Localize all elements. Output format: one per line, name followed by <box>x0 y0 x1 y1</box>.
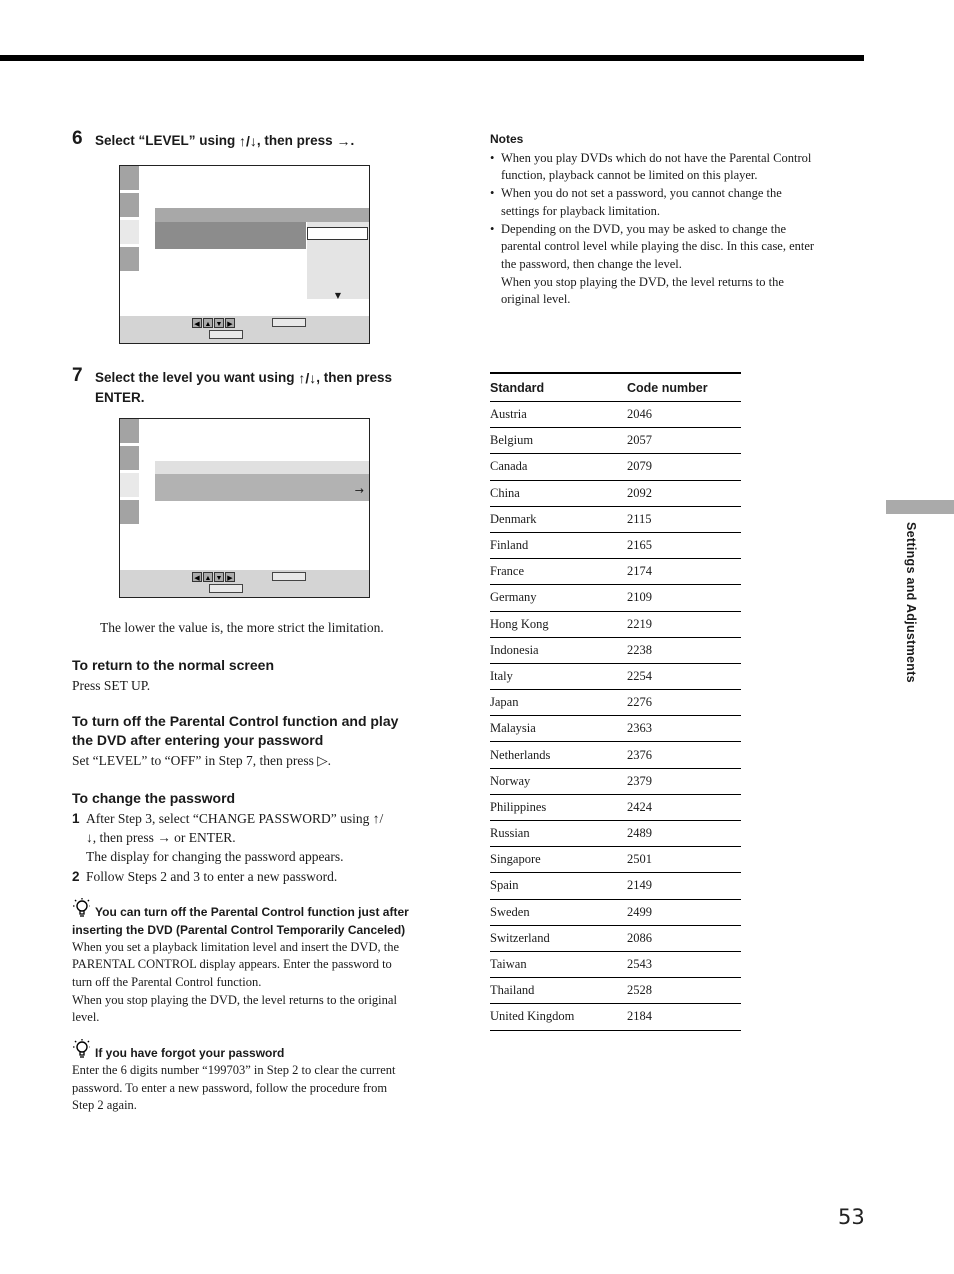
scroll-down-icon: ▼ <box>334 291 342 300</box>
standard-cell: Canada <box>490 459 528 474</box>
code-number-cell: 2543 <box>627 957 652 972</box>
standard-cell: Indonesia <box>490 642 539 657</box>
level-dropdown-highlight <box>307 227 368 240</box>
code-number-cell: 2254 <box>627 668 652 683</box>
tip-1-heading-line2: inserting the DVD (Parental Control Temporarily Canceled) <box>72 923 406 937</box>
screen-control-bar <box>120 570 369 597</box>
tip-2 <box>72 1038 90 1060</box>
up-down-arrow-icon: ↑/↓ <box>298 370 317 386</box>
country-code-table <box>490 372 741 1031</box>
table-row <box>490 716 741 742</box>
step-6-instruction <box>95 131 354 151</box>
table-body <box>490 402 741 1031</box>
tip-1-body-3: turn off the Parental Control function. <box>72 975 262 989</box>
section-label: Settings and Adjustments <box>904 522 918 683</box>
note-line: settings for playback limitation. <box>501 203 660 218</box>
lightbulb-hint-icon <box>72 1038 90 1060</box>
enter-button-icon <box>272 572 306 581</box>
notes-section <box>490 131 862 309</box>
right-key-icon: ▶ <box>225 572 235 582</box>
table-row <box>490 481 741 507</box>
table-header <box>490 372 741 402</box>
table-row <box>490 821 741 847</box>
tip-1-body-2: PARENTAL CONTROL display appears. Enter the password to <box>72 957 392 971</box>
code-number-cell: 2174 <box>627 564 652 579</box>
up-down-arrow-icon: ↑/↓ <box>239 133 257 149</box>
code-number-cell: 2501 <box>627 852 652 867</box>
standard-cell: China <box>490 485 520 500</box>
standard-cell: Spain <box>490 878 519 893</box>
step-6-number: 6 <box>72 128 83 149</box>
note-line: function, playback cannot be limited on this player. <box>501 168 758 183</box>
table-row <box>490 454 741 480</box>
header-code-number: Code number <box>627 380 708 395</box>
tip-2-body-1: Enter the 6 digits number “199703” in Step 2 to clear the current <box>72 1063 396 1077</box>
code-number-cell: 2379 <box>627 773 652 788</box>
standard-cell: France <box>490 564 525 579</box>
table-row <box>490 873 741 899</box>
table-row <box>490 664 741 690</box>
code-number-cell: 2092 <box>627 485 652 500</box>
standard-cell: Philippines <box>490 799 547 814</box>
code-number-cell: 2363 <box>627 721 652 736</box>
change-password-step2-number: 2 <box>72 869 80 884</box>
code-number-cell: 2086 <box>627 930 652 945</box>
table-row <box>490 533 741 559</box>
table-row <box>490 585 741 611</box>
tip-2-body-2: password. To enter a new password, follow the procedure from <box>72 1081 388 1095</box>
table-row <box>490 690 741 716</box>
note-item <box>490 150 862 185</box>
cursor-keys <box>192 572 235 583</box>
note-line: parental control level while playing the disc. In this case, enter <box>501 239 815 254</box>
turn-off-text: Set “LEVEL” to “OFF” in Step 7, then press ▷. <box>72 753 331 768</box>
table-row <box>490 769 741 795</box>
tip-1 <box>72 897 90 919</box>
tip-2-heading: If you have forgot your password <box>95 1046 285 1060</box>
change-password-step2-text: Follow Steps 2 and 3 to enter a new password. <box>86 869 338 884</box>
header-standard: Standard <box>490 380 545 395</box>
step-7-instruction <box>95 368 392 407</box>
code-number-cell: 2238 <box>627 642 652 657</box>
right-key-icon: ▶ <box>225 318 235 328</box>
menu-icon-slot <box>120 166 139 191</box>
setup-button-icon <box>209 330 243 339</box>
note-item <box>490 221 862 310</box>
return-normal-heading: To return to the normal screen <box>72 657 274 673</box>
standard-cell: Norway <box>490 773 531 788</box>
change-password-step1-line2: ↓, then press → or ENTER. <box>86 830 236 845</box>
code-number-cell: 2165 <box>627 538 652 553</box>
code-number-cell: 2499 <box>627 904 652 919</box>
note-item <box>490 185 862 220</box>
code-number-cell: 2109 <box>627 590 652 605</box>
notes-title: Notes <box>490 132 524 146</box>
left-key-icon: ◀ <box>192 318 202 328</box>
standard-cell: Belgium <box>490 433 534 448</box>
note-line: original level. <box>501 292 571 307</box>
code-number-cell: 2184 <box>627 1009 652 1024</box>
step-7-number: 7 <box>72 365 83 386</box>
change-password-step1-number: 1 <box>72 811 80 826</box>
standard-cell: United Kingdom <box>490 1009 575 1024</box>
note-line: • Depending on the DVD, you may be asked to change the <box>501 221 786 236</box>
down-key-icon: ▼ <box>215 574 223 582</box>
code-number-cell: 2528 <box>627 983 652 998</box>
turn-off-heading-line2: the DVD after entering your password <box>72 732 324 748</box>
standard-cell: Italy <box>490 668 513 683</box>
step-7-text: Select the level you want using <box>95 370 299 385</box>
code-number-cell: 2219 <box>627 616 652 631</box>
code-number-cell: 2424 <box>627 799 652 814</box>
menu-row <box>155 208 369 222</box>
tip-1-body-1: When you set a playback limitation level and insert the DVD, the <box>72 940 399 954</box>
table-row <box>490 402 741 428</box>
standard-cell: Finland <box>490 538 529 553</box>
standard-cell: Netherlands <box>490 747 551 762</box>
code-number-cell: 2057 <box>627 433 652 448</box>
step-7-text-line2: ENTER. <box>95 390 145 405</box>
note-line: • When you do not set a password, you cannot change the <box>501 186 782 201</box>
screen-control-bar <box>120 316 369 343</box>
standard-cell: Singapore <box>490 852 541 867</box>
menu-icon-slot <box>120 247 139 272</box>
standard-cell: Malaysia <box>490 721 536 736</box>
code-number-cell: 2489 <box>627 826 652 841</box>
code-number-cell: 2115 <box>627 511 652 526</box>
code-number-cell: 2149 <box>627 878 652 893</box>
level-menu-screen <box>119 165 370 344</box>
table-row <box>490 952 741 978</box>
menu-icon-slot <box>120 419 139 444</box>
table-row <box>490 638 741 664</box>
selected-level-row <box>155 474 369 501</box>
up-key-icon: ▲ <box>204 574 212 582</box>
table-row <box>490 428 741 454</box>
step-6-text-end: . <box>350 133 355 148</box>
top-rule <box>0 55 864 61</box>
setup-button-icon <box>209 584 243 593</box>
section-tab <box>886 500 954 514</box>
left-key-icon: ◀ <box>192 572 202 582</box>
turn-off-heading-line1: To turn off the Parental Control function and play <box>72 713 399 729</box>
menu-icon-slot <box>120 193 139 218</box>
standard-cell: Denmark <box>490 511 537 526</box>
table-row <box>490 900 741 926</box>
step-7-text-mid: , then press <box>316 370 392 385</box>
cursor-keys <box>192 318 235 329</box>
table-row <box>490 507 741 533</box>
table-row <box>490 847 741 873</box>
table-row <box>490 978 741 1004</box>
menu-icon-slot <box>120 446 139 471</box>
code-number-cell: 2079 <box>627 459 652 474</box>
standard-cell: Russian <box>490 826 530 841</box>
change-password-step1-line1: After Step 3, select “CHANGE PASSWORD” using ↑/ <box>86 811 384 826</box>
table-row <box>490 612 741 638</box>
lightbulb-hint-icon <box>72 897 90 919</box>
change-password-step1-line3: The display for changing the password appears. <box>86 849 344 864</box>
standard-cell: Sweden <box>490 904 530 919</box>
return-normal-text: Press SET UP. <box>72 678 151 693</box>
menu-icon-slot <box>120 500 139 525</box>
table-row <box>490 559 741 585</box>
tip-1-body-4: When you stop playing the DVD, the level returns to the original <box>72 993 397 1007</box>
tip-2-body-3: Step 2 again. <box>72 1098 137 1112</box>
note-line: • When you play DVDs which do not have the Parental Control <box>501 150 812 165</box>
standard-cell: Thailand <box>490 983 535 998</box>
standard-cell: Austria <box>490 407 527 422</box>
standard-cell: Taiwan <box>490 957 527 972</box>
page-number: 53 <box>838 1205 865 1229</box>
level-set-screen <box>119 418 370 598</box>
menu-icon-slot <box>120 473 139 498</box>
menu-icon-slot <box>120 220 139 245</box>
code-number-cell: 2046 <box>627 407 652 422</box>
table-row <box>490 742 741 768</box>
standard-cell: Japan <box>490 695 519 710</box>
enter-button-icon <box>272 318 306 327</box>
tip-1-heading-line1: You can turn off the Parental Control function just after <box>95 905 409 919</box>
note-line: When you stop playing the DVD, the level returns to the <box>501 274 784 289</box>
step-6-text-mid: , then press <box>256 133 337 148</box>
right-arrow-icon: → <box>354 484 364 497</box>
down-key-icon: ▼ <box>215 320 223 328</box>
table-row <box>490 1004 741 1030</box>
up-key-icon: ▲ <box>204 320 212 328</box>
code-number-cell: 2376 <box>627 747 652 762</box>
note-line: the password, then change the level. <box>501 256 682 271</box>
code-number-cell: 2276 <box>627 695 652 710</box>
table-row <box>490 926 741 952</box>
table-row <box>490 795 741 821</box>
tip-1-body-5: level. <box>72 1010 100 1024</box>
standard-cell: Switzerland <box>490 930 550 945</box>
menu-row <box>155 461 369 474</box>
standard-cell: Hong Kong <box>490 616 549 631</box>
right-arrow-icon: → <box>336 133 351 149</box>
change-password-heading: To change the password <box>72 790 236 806</box>
selected-level-row <box>155 222 306 249</box>
lower-value-note: The lower the value is, the more strict the limitation. <box>100 620 384 635</box>
standard-cell: Germany <box>490 590 537 605</box>
step-6-text: Select “LEVEL” using <box>95 133 240 148</box>
